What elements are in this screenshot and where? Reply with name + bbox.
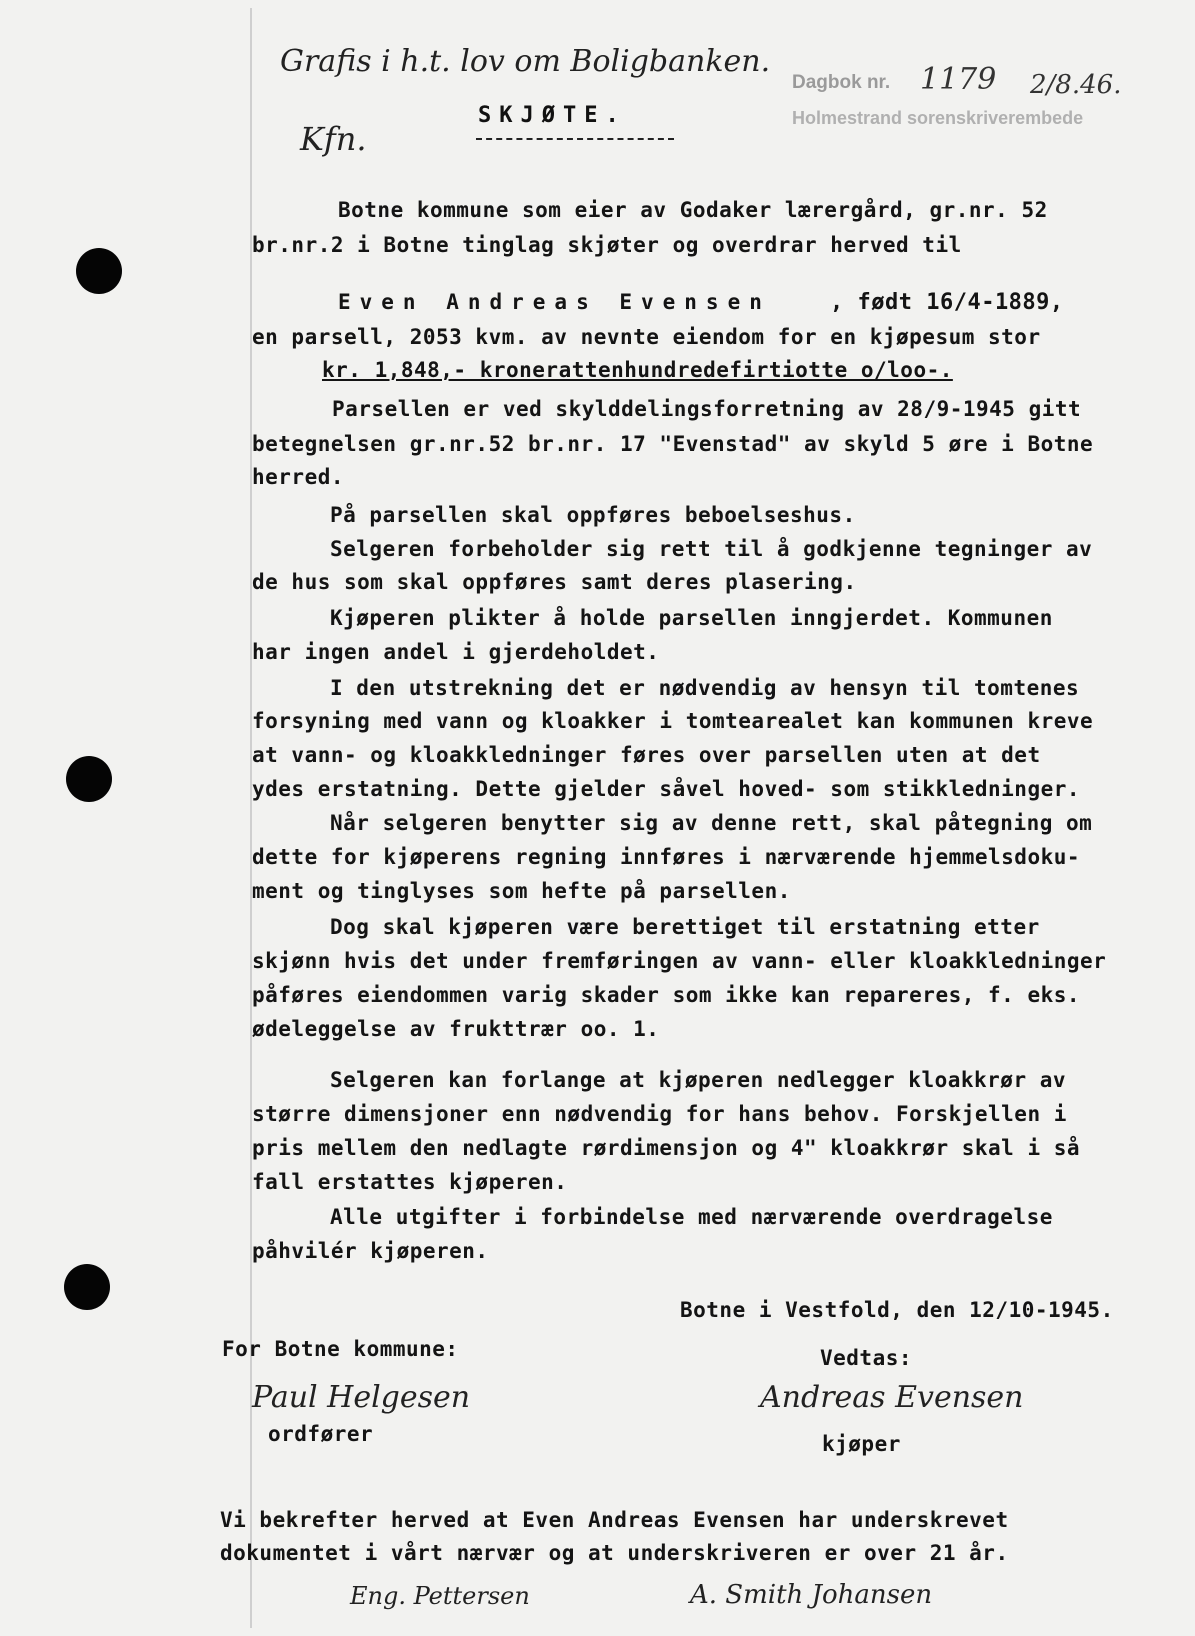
body-line: herred. — [252, 465, 345, 489]
body-line: påhvilér kjøperen. — [252, 1239, 489, 1263]
seller-signature: Paul Helgesen — [252, 1380, 471, 1415]
witness-line: Vi bekrefter herved at Even Andreas Evensen har underskrevet — [220, 1508, 1009, 1532]
buyer-role: kjøper — [822, 1432, 901, 1456]
body-line: Dog skal kjøperen være berettiget til erstatning etter — [330, 915, 1040, 939]
body-line: større dimensjoner enn nødvendig for hans behov. Forskjellen i — [252, 1102, 1067, 1126]
handwritten-note: Grafis i h.t. lov om Boligbanken. — [280, 44, 771, 79]
buyer-name: Even Andreas Evensen — [338, 290, 771, 314]
handwritten-initials: Kfn. — [300, 120, 367, 158]
body-line: fall erstattes kjøperen. — [252, 1170, 568, 1194]
seller-role: ordfører — [268, 1422, 374, 1446]
witness-line: dokumentet i vårt nærvær og at underskriveren er over 21 år. — [220, 1541, 1009, 1565]
body-line: forsyning med vann og kloakker i tomtearealet kan kommunen kreve — [252, 709, 1094, 733]
body-line: ødeleggelse av frukttrær oo. 1. — [252, 1017, 660, 1041]
body-line: pris mellem den nedlagte rørdimensjon og 4" kloakkrør skal i så — [252, 1136, 1081, 1160]
stamp-dagbok-label: Dagbok nr. — [792, 72, 891, 93]
body-line: Parsellen er ved skylddelingsforretning av 28/9-1945 gitt — [332, 397, 1082, 421]
body-line: På parsellen skal oppføres beboelseshus. — [330, 503, 856, 527]
punch-hole-bottom — [64, 1264, 110, 1310]
stamp-dagbok-number: 1179 — [920, 62, 997, 97]
buyer-born: , født 16/4-1889, — [830, 290, 1064, 315]
body-line: Kjøperen plikter å holde parsellen inngjerdet. Kommunen — [330, 606, 1053, 630]
body-line: Selgeren forbeholder sig rett til å godkjenne tegninger av — [330, 537, 1093, 561]
body-line: ydes erstatning. Dette gjelder såvel hoved- som stikkledninger. — [252, 777, 1081, 801]
body-line: dette for kjøperens regning innføres i nærværende hjemmelsdoku- — [252, 845, 1081, 869]
witness-signature: A. Smith Johansen — [690, 1580, 933, 1610]
body-line: skjønn hvis det under fremføringen av vann- eller kloakkledninger — [252, 949, 1107, 973]
body-line: Botne kommune som eier av Godaker lærergård, gr.nr. 52 — [338, 198, 1048, 222]
body-line: I den utstrekning det er nødvendig av hensyn til tomtenes — [330, 676, 1080, 700]
seller-label: For Botne kommune: — [222, 1337, 459, 1361]
body-line: ment og tinglyses som hefte på parsellen. — [252, 879, 791, 903]
body-line: br.nr.2 i Botne tinglag skjøter og overdrar herved til — [252, 233, 962, 257]
buyer-signature: Andreas Evensen — [760, 1380, 1024, 1415]
punch-hole-middle — [66, 756, 112, 802]
body-line: påføres eiendommen varig skader som ikke kan repareres, f. eks. — [252, 983, 1081, 1007]
body-line: at vann- og kloakkledninger føres over parsellen uten at det — [252, 743, 1041, 767]
body-line: Selgeren kan forlange at kjøperen nedlegger kloakkrør av — [330, 1068, 1067, 1092]
stamp-date: 2/8.46. — [1030, 70, 1122, 100]
body-line: en parsell, 2053 kvm. av nevnte eiendom for en kjøpesum stor — [252, 325, 1041, 349]
body-line: Når selgeren benytter sig av denne rett, skal påtegning om — [330, 811, 1093, 835]
body-line: Alle utgifter i forbindelse med nærværende overdragelse — [330, 1205, 1053, 1229]
body-line: de hus som skal oppføres samt deres plasering. — [252, 570, 857, 594]
purchase-price: kr. 1,848,- kronerattenhundredefirtiotte o/loo-. — [322, 358, 953, 382]
body-line: har ingen andel i gjerdeholdet. — [252, 640, 660, 664]
punch-hole-top — [76, 248, 122, 294]
witness-signature: Eng. Pettersen — [350, 1582, 530, 1610]
accepted-label: Vedtas: — [820, 1346, 913, 1370]
body-line: betegnelsen gr.nr.52 br.nr. 17 "Evenstad" av skyld 5 øre i Botne — [252, 432, 1094, 456]
stamp-office: Holmestrand sorenskriverembede — [792, 108, 1084, 128]
place-date: Botne i Vestfold, den 12/10-1945. — [680, 1298, 1114, 1322]
title-underline — [476, 138, 674, 140]
document-title: SKJØTE. — [478, 103, 627, 128]
